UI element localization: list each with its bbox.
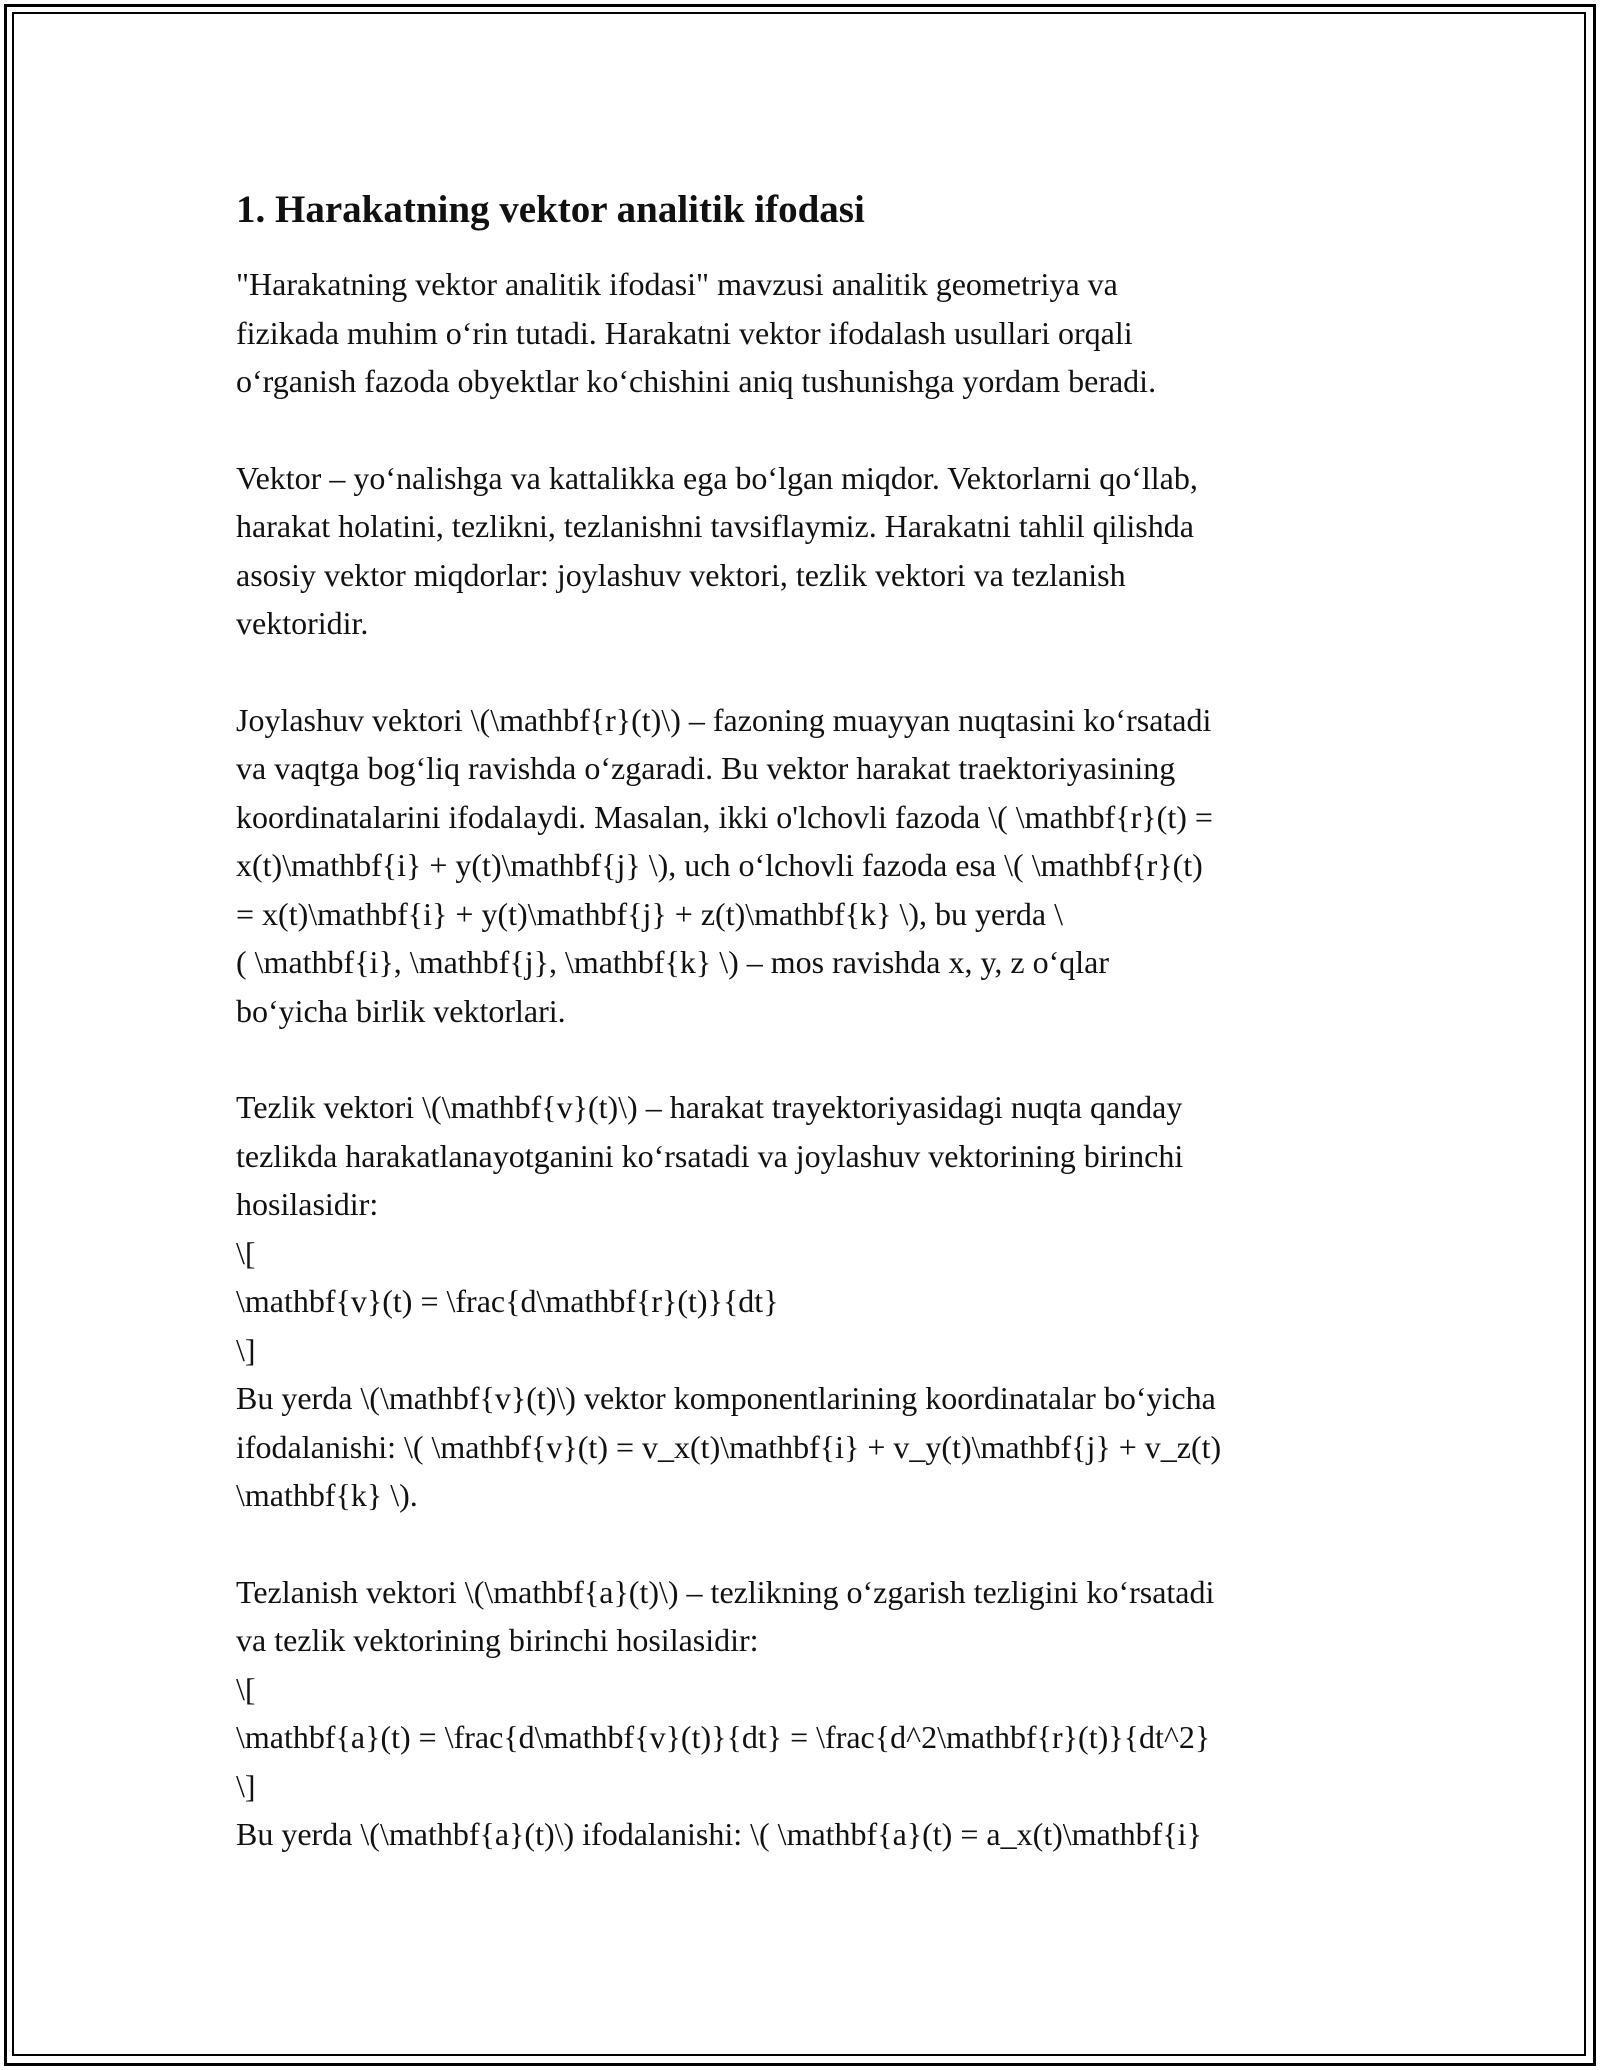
text-line: asosiy vektor miqdorlar: joylashuv vektori, tezlik vektori va tezlanish <box>236 556 1126 593</box>
paragraph-vector-definition <box>236 454 1376 648</box>
text-line: \[ <box>236 1670 256 1707</box>
formula-line: \mathbf{v}(t) = \frac{d\mathbf{r}(t)}{dt} <box>236 1283 779 1319</box>
text-line: fizikada muhim oʻrin tutadi. Harakatni vektor ifodalash usullari orqali <box>236 314 1133 351</box>
text-line: Joylashuv vektori \(\mathbf{r}(t)\) – fazoning muayyan nuqtasini koʻrsatadi <box>236 701 1212 738</box>
text-line: ( \mathbf{i}, \mathbf{j}, \mathbf{k} \) – mos ravishda x, y, z oʻqlar <box>236 944 1110 980</box>
text-line: = x(t)\mathbf{i} + y(t)\mathbf{j} + z(t)\mathbf{k} \), bu yerda \ <box>236 895 1063 932</box>
paragraph-velocity-vector <box>236 1083 1376 1520</box>
text-line: ifodalanishi: \( \mathbf{v}(t) = v_x(t)\mathbf{i} + v_y(t)\mathbf{j} + v_z(t) <box>236 1428 1222 1465</box>
paragraph-acceleration-vector <box>236 1568 1376 1859</box>
text-line: vektoridir. <box>236 605 369 641</box>
text-line: harakat holatini, tezlikni, tezlanishni tavsiflaymiz. Harakatni tahlil qilishda <box>236 508 1194 544</box>
paragraph-position-vector <box>236 696 1376 1036</box>
text-line: koordinatalarini ifodalaydi. Masalan, ikki o'lchovli fazoda \( \mathbf{r}(t) = <box>236 798 1213 835</box>
paragraph-intro <box>236 260 1376 406</box>
text-line: \] <box>236 1767 256 1804</box>
text-line: Bu yerda \(\mathbf{a}(t)\) ifodalanishi: \( \mathbf{a}(t) = a_x(t)\mathbf{i} <box>236 1816 1202 1852</box>
formula-line: \mathbf{a}(t) = \frac{d\mathbf{v}(t)}{dt} = \frac{d^2\mathbf{r}(t)}{dt^2} <box>236 1719 1211 1755</box>
text-line: tezlikda harakatlanayotganini koʻrsatadi va joylashuv vektorining birinchi <box>236 1137 1184 1174</box>
text-line: boʻyicha birlik vektorlari. <box>236 992 566 1029</box>
text-line: Tezlik vektori \(\mathbf{v}(t)\) – harakat trayektoriyasidagi nuqta qanday <box>236 1089 1183 1125</box>
text-line: \[ <box>236 1234 256 1271</box>
text-line: Tezlanish vektori \(\mathbf{a}(t)\) – tezlikning oʻzgarish tezligini koʻrsatadi <box>236 1573 1215 1610</box>
text-line: \] <box>236 1331 256 1368</box>
text-line: va vaqtga bogʻliq ravishda oʻzgaradi. Bu vektor harakat traektoriyasining <box>236 750 1176 786</box>
document-body <box>236 186 1376 1907</box>
text-line: hosilasidir: <box>236 1186 379 1222</box>
section-heading: 1. Harakatning vektor analitik ifodasi <box>236 188 865 231</box>
text-line: "Harakatning vektor analitik ifodasi" mavzusi analitik geometriya va <box>236 266 1118 302</box>
text-line: \mathbf{k} \). <box>236 1477 418 1513</box>
text-line: x(t)\mathbf{i} + y(t)\mathbf{j} \), uch oʻlchovli fazoda esa \( \mathbf{r}(t) <box>236 847 1203 883</box>
text-line: oʻrganish fazoda obyektlar koʻchishini aniq tushunishga yordam beradi. <box>236 363 1157 399</box>
text-line: va tezlik vektorining birinchi hosilasidir: <box>236 1622 759 1658</box>
text-line: Vektor – yoʻnalishga va kattalikka ega boʻlgan miqdor. Vektorlarni qoʻllab, <box>236 459 1198 496</box>
text-line: Bu yerda \(\mathbf{v}(t)\) vektor komponentlarining koordinatalar boʻyicha <box>236 1380 1216 1416</box>
